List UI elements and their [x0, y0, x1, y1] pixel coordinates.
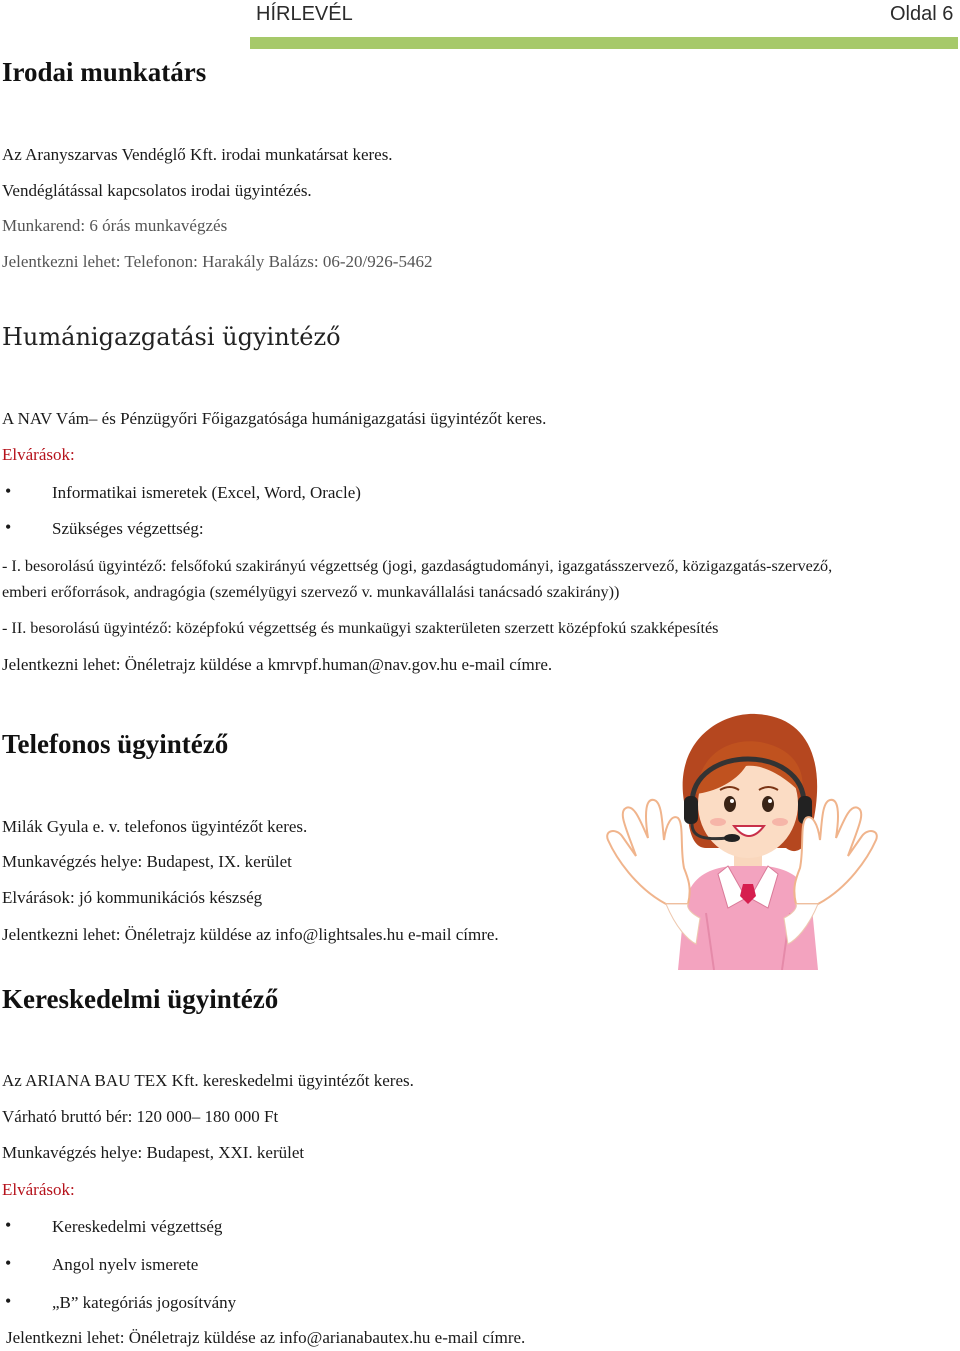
- section4-line: Munkavégzés helye: Budapest, XXI. kerület: [2, 1143, 305, 1162]
- section-title-kereskedelmi: Kereskedelmi ügyintéző: [2, 984, 279, 1014]
- section4-line: Várható bruttó bér: 120 000– 180 000 Ft: [2, 1107, 279, 1126]
- section2-paragraph: - I. besorolású ügyintéző: felsőfokú szakirányú végzettség (jogi, gazdaságtudományi, igazgatásszervező, közigazgatás-szervező,: [2, 557, 833, 575]
- bullet-item: Informatikai ismeretek (Excel, Word, Oracle): [52, 483, 361, 502]
- section4-apply: Jelentkezni lehet: Önéletrajz küldése az info@arianabautex.hu e-mail címre.: [6, 1328, 526, 1347]
- bullet-icon: •: [5, 1215, 12, 1235]
- bullet-icon: •: [5, 1253, 12, 1273]
- requirements-label: Elvárások:: [2, 445, 75, 464]
- bullet-icon: •: [5, 1291, 12, 1311]
- section2-intro: A NAV Vám– és Pénzügyőri Főigazgatósága humánigazgatási ügyintézőt keres.: [2, 409, 547, 428]
- section3-line: Munkavégzés helye: Budapest, IX. kerület: [2, 852, 292, 871]
- section3-line: Elvárások: jó kommunikációs készség: [2, 888, 263, 907]
- section-title-humanigazgatasi: Humánigazgatási ügyintéző: [2, 323, 341, 351]
- call-center-agent-illustration: [596, 708, 888, 970]
- requirements-label: Elvárások:: [2, 1180, 75, 1199]
- section-title-telefonos: Telefonos ügyintéző: [2, 729, 229, 759]
- bullet-item: Kereskedelmi végzettség: [52, 1217, 223, 1236]
- section1-line: Jelentkezni lehet: Telefonon: Harakály Balázs: 06-20/926-5462: [2, 252, 433, 271]
- section1-line: Munkarend: 6 órás munkavégzés: [2, 216, 228, 235]
- section4-line: Az ARIANA BAU TEX Kft. kereskedelmi ügyintézőt keres.: [2, 1071, 414, 1090]
- section1-line: Az Aranyszarvas Vendéglő Kft. irodai munkatársat keres.: [2, 145, 393, 164]
- section3-line: Jelentkezni lehet: Önéletrajz küldése az info@lightsales.hu e-mail címre.: [2, 925, 499, 944]
- bullet-item: Angol nyelv ismerete: [52, 1255, 199, 1274]
- bullet-item: Szükséges végzettség:: [52, 519, 204, 538]
- page-label: Oldal 6: [890, 3, 954, 25]
- section1-line: Vendéglátással kapcsolatos irodai ügyintézés.: [2, 181, 312, 200]
- newsletter-title: HÍRLEVÉL: [256, 3, 353, 25]
- section2-apply: Jelentkezni lehet: Önéletrajz küldése a kmrvpf.human@nav.gov.hu e-mail címre.: [2, 655, 553, 674]
- header-accent-bar: [250, 37, 958, 49]
- bullet-item: „B” kategóriás jogosítvány: [52, 1293, 237, 1312]
- section2-paragraph: emberi erőforrások, andragógia (személyügyi szervező v. munkavállalási tanácsadó szakirány)): [2, 583, 620, 601]
- section2-paragraph: - II. besorolású ügyintéző: középfokú végzettség és munkaügyi szakterületen szerzett középfokú szakképesítés: [2, 619, 719, 637]
- section-title-irodai: Irodai munkatárs: [2, 57, 207, 87]
- bullet-icon: •: [5, 481, 12, 501]
- section3-line: Milák Gyula e. v. telefonos ügyintézőt keres.: [2, 817, 308, 836]
- bullet-icon: •: [5, 517, 12, 537]
